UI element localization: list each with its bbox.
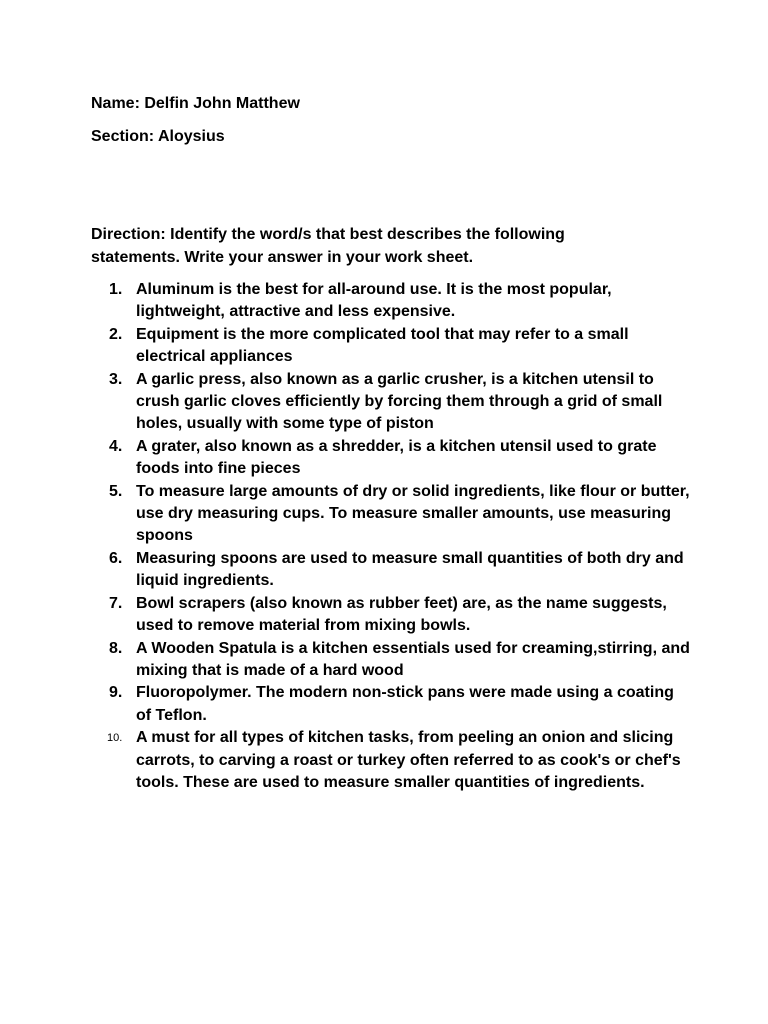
question-text: Bowl scrapers (also known as rubber feet) are, as the name suggests, used to remove material from mixing bowls. xyxy=(136,594,667,635)
question-item xyxy=(91,548,691,593)
question-number: 5. xyxy=(109,482,123,500)
question-number: 3. xyxy=(109,370,123,388)
question-text: Fluoropolymer. The modern non-stick pans were made using a coating of Teflon. xyxy=(136,684,674,724)
question-number: 7. xyxy=(109,594,123,612)
section-line: Section: Aloysius xyxy=(91,128,225,145)
question-text: Measuring spoons are used to measure small quantities of both dry and liquid ingredients. xyxy=(136,549,684,590)
question-number: 6. xyxy=(109,549,123,567)
question-text: A garlic press, also known as a garlic crusher, is a kitchen utensil to crush garlic cloves efficiently by forcing them through a grid of small holes, usually with some type of piston xyxy=(136,370,663,433)
direction-text: Direction: Identify the word/s that best describes the following statements. Write your answer in your work sheet. xyxy=(91,226,565,266)
question-number: 4. xyxy=(109,437,123,455)
question-number: 2. xyxy=(109,325,123,343)
question-text: To measure large amounts of dry or solid ingredients, like flour or butter, use dry measuring cups. To measure smaller amounts, use measuring spoons xyxy=(136,482,690,545)
question-item xyxy=(91,436,691,481)
question-item xyxy=(91,481,691,548)
name-line: Name: Delfin John Matthew xyxy=(91,95,300,112)
question-number: 9. xyxy=(109,684,123,702)
question-item xyxy=(91,638,691,683)
question-item xyxy=(91,369,691,436)
question-text: Equipment is the more complicated tool that may refer to a small electrical appliances xyxy=(136,325,629,366)
question-item xyxy=(91,727,691,794)
question-text: Aluminum is the best for all-around use. It is the most popular, lightweight, attractive and less expensive. xyxy=(136,281,612,321)
question-text: A grater, also known as a shredder, is a kitchen utensil used to grate foods into fine pieces xyxy=(136,437,657,478)
question-item xyxy=(91,279,691,324)
question-number: 1. xyxy=(109,281,123,298)
question-number: 10. xyxy=(107,732,123,745)
question-item xyxy=(91,593,691,638)
question-item xyxy=(91,682,691,727)
question-item xyxy=(91,324,691,369)
question-text: A must for all types of kitchen tasks, from peeling an onion and slicing carrots, to carving a roast or turkey often referred to as cook's or chef's tools. These are used to measure smaller quantities of ingredients. xyxy=(136,729,681,791)
question-text: A Wooden Spatula is a kitchen essentials used for creaming,stirring, and mixing that is made of a hard wood xyxy=(136,639,690,679)
question-list xyxy=(91,279,691,794)
question-number: 8. xyxy=(109,639,123,657)
